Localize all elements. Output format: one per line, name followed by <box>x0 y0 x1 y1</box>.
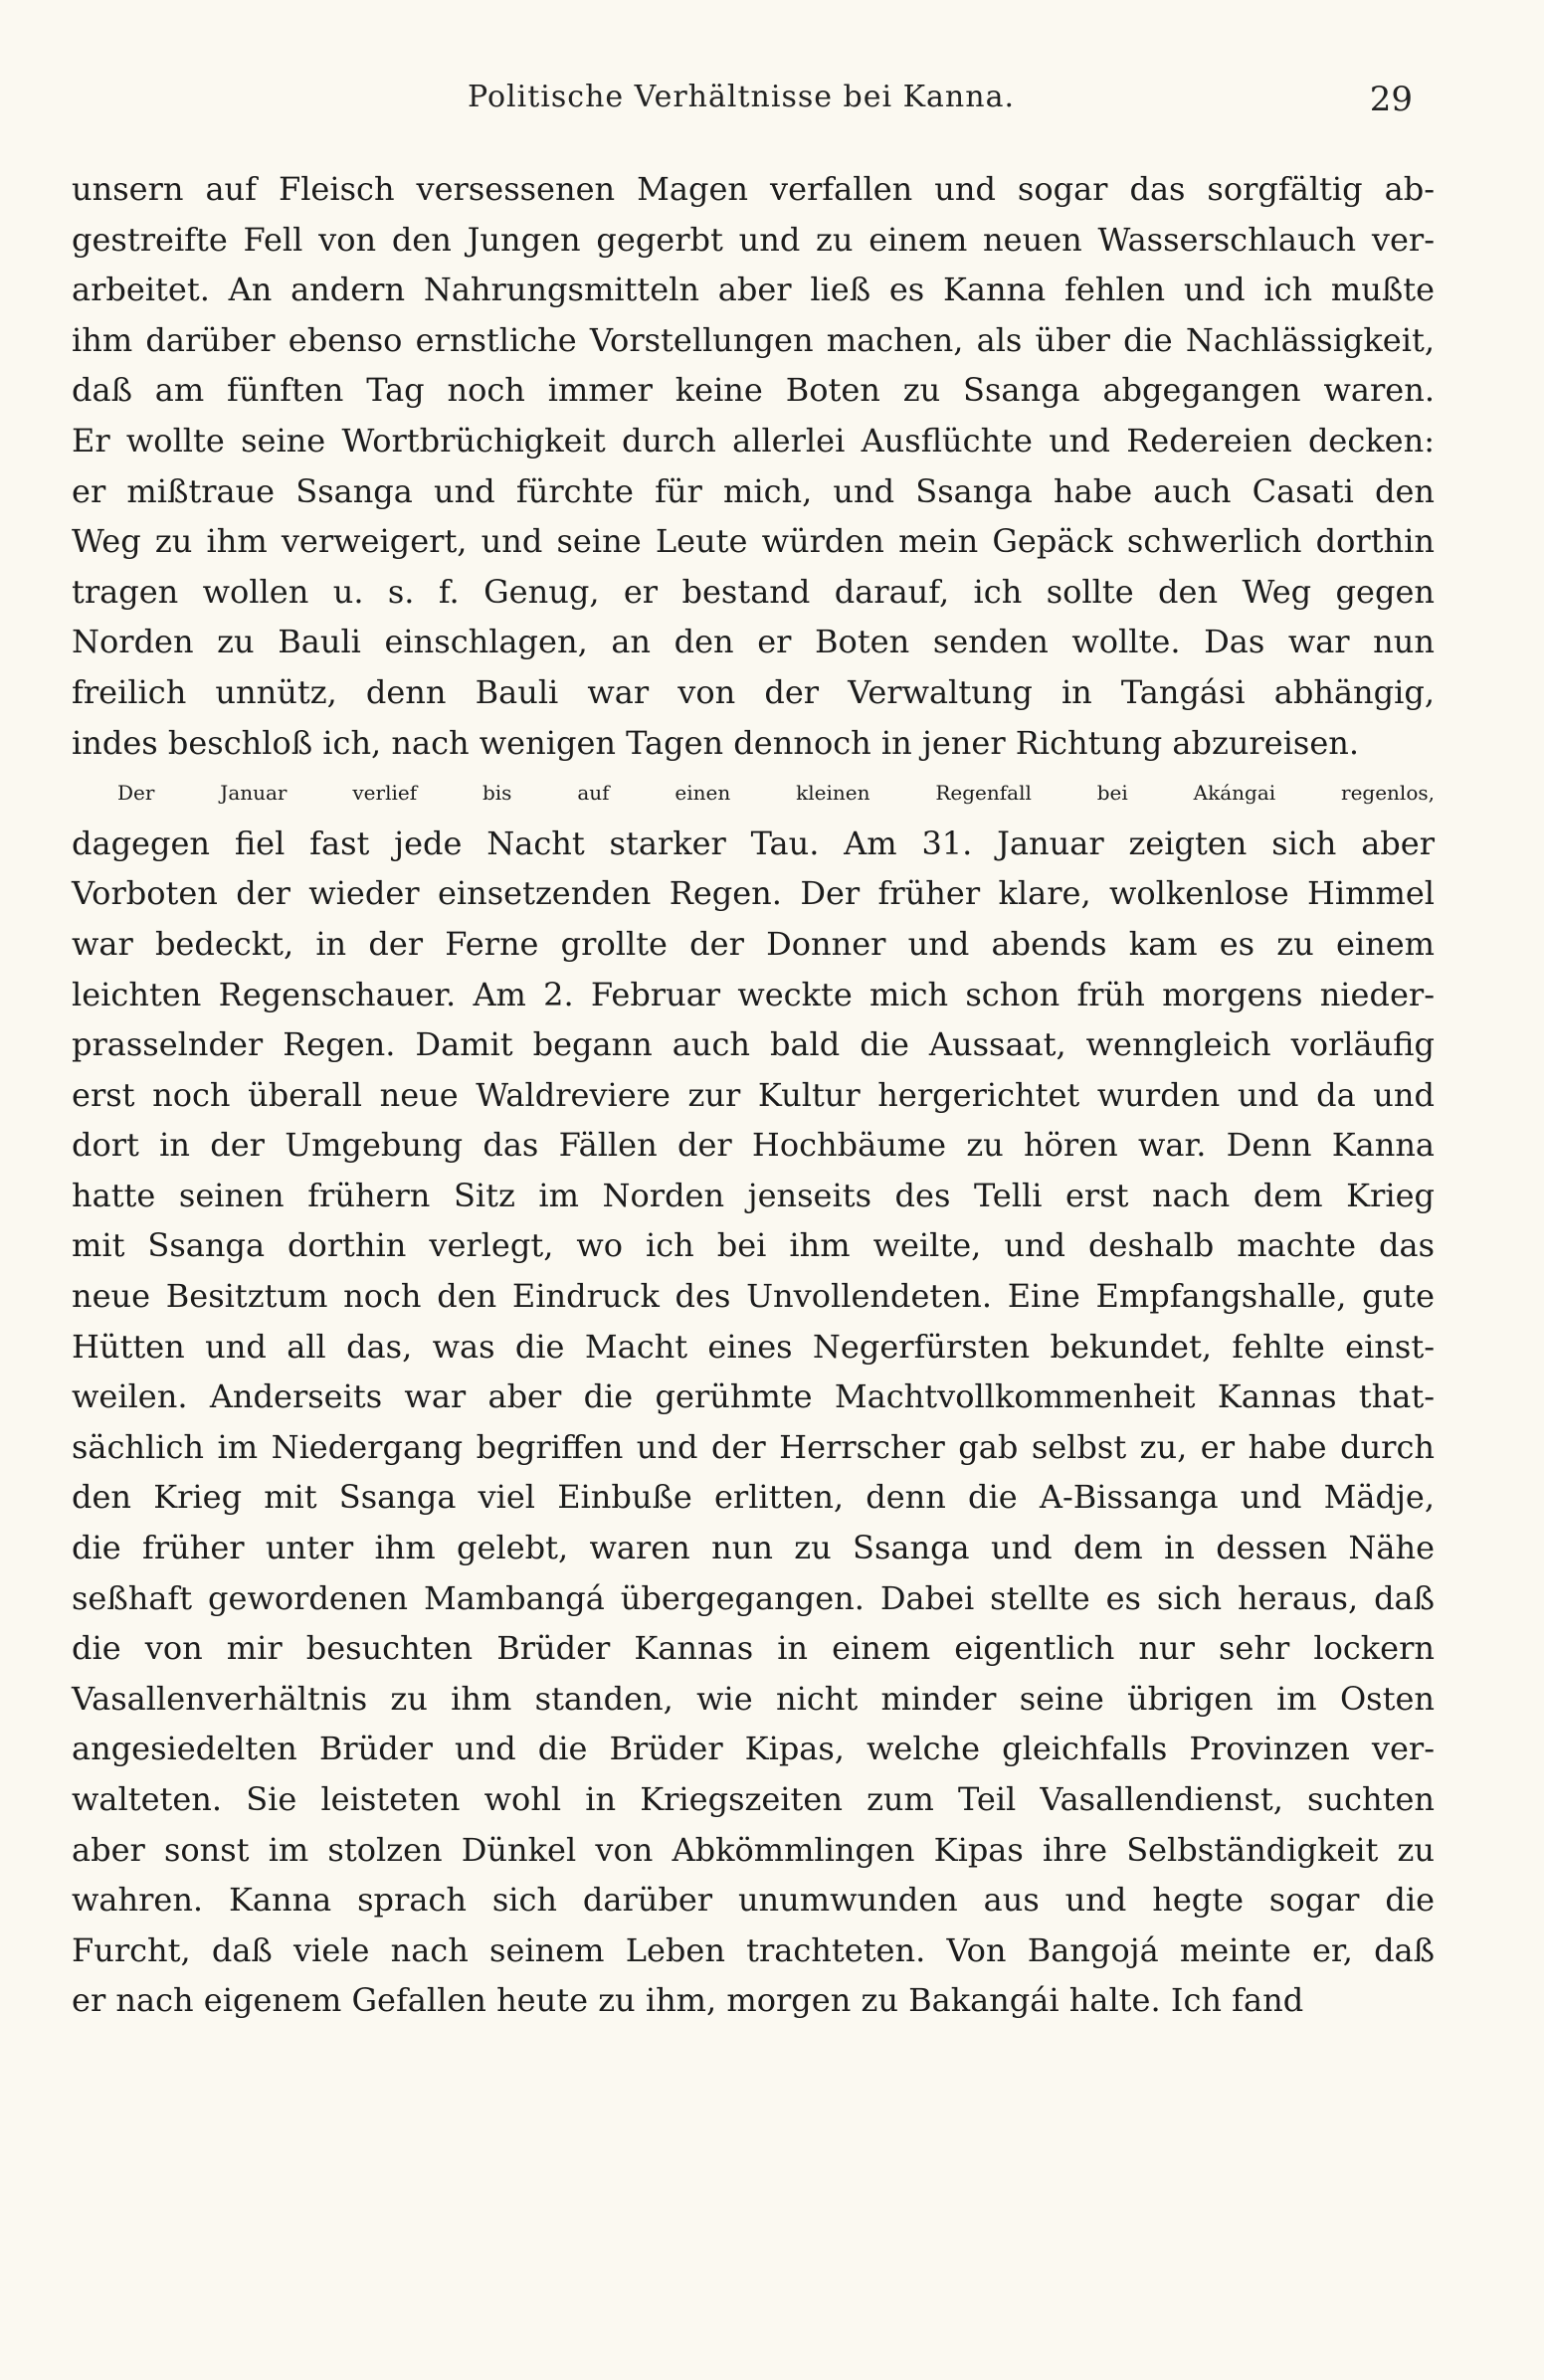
text-line: die früher unter ihm gelebt, waren nun zu Ssanga und dem in dessen Nähe <box>72 1529 1435 1567</box>
text-line: die von mir besuchten Brüder Kannas in einem eigentlich nur sehr lockern <box>72 1629 1435 1668</box>
text-line: walteten. Sie leisteten wohl in Kriegszeiten zum Teil Vasallendienst, suchten <box>72 1780 1435 1818</box>
text-line: arbeitet. An andern Nahrungsmitteln aber ließ es Kanna fehlen und ich mußte <box>72 271 1435 309</box>
body-text <box>72 164 1435 2026</box>
text-line: den Krieg mit Ssanga viel Einbuße erlitten, denn die A-Bissanga und Mädje, <box>72 1478 1435 1517</box>
text-line: dagegen fiel fast jede Nacht starker Tau. Am 31. Januar zeigten sich aber <box>72 824 1435 862</box>
text-line: er nach eigenem Gefallen heute zu ihm, morgen zu Bakangái halte. Ich fand <box>72 1981 1304 2020</box>
text-line: ihm darüber ebenso ernstliche Vorstellungen machen, als über die Nachlässigkeit, <box>72 320 1435 359</box>
text-line: hatte seinen frühern Sitz im Norden jenseits des Telli erst nach dem Krieg <box>72 1176 1435 1214</box>
text-line: Der Januar verlief bis auf einen kleinen Regenfall bei Akángai regenlos, <box>117 781 1435 806</box>
text-line: Vasallenverhältnis zu ihm standen, wie nicht minder seine übrigen im Osten <box>72 1679 1435 1718</box>
text-line: war bedeckt, in der Ferne grollte der Donner und abends kam es zu einem <box>72 924 1435 963</box>
text-line: neue Besitztum noch den Eindruck des Unvollendeten. Eine Empfangshalle, gute <box>72 1277 1435 1316</box>
text-line: seßhaft gewordenen Mambangá übergegangen. Dabei stellte es sich heraus, daß <box>72 1578 1435 1617</box>
text-line: er mißtraue Ssanga und fürchte für mich, und Ssanga habe auch Casati den <box>72 471 1435 510</box>
text-line: prasselnder Regen. Damit begann auch bald die Aussaat, wenngleich vorläufig <box>72 1025 1435 1064</box>
text-line: sächlich im Niedergang begriffen und der Herrscher gab selbst zu, er habe durch <box>72 1427 1435 1466</box>
text-line: daß am fünften Tag noch immer keine Boten zu Ssanga abgegangen waren. <box>72 371 1435 410</box>
text-line: freilich unnütz, denn Bauli war von der Verwaltung in Tangási abhängig, <box>72 672 1435 711</box>
text-line: Weg zu ihm verweigert, und seine Leute würden mein Gepäck schwerlich dorthin <box>72 522 1435 561</box>
page-header <box>70 80 1413 139</box>
text-line: dort in der Umgebung das Fällen der Hochbäume zu hören war. Denn Kanna <box>72 1126 1435 1165</box>
text-line: Er wollte seine Wortbrüchigkeit durch allerlei Ausflüchte und Redereien decken: <box>72 421 1435 459</box>
page-number: 29 <box>1369 80 1413 119</box>
text-line: Vorboten der wieder einsetzenden Regen. Der früher klare, wolkenlose Himmel <box>72 874 1435 913</box>
text-line: Hütten und all das, was die Macht eines Negerfürsten bekundet, fehlte einst- <box>72 1327 1435 1366</box>
text-line: weilen. Anderseits war aber die gerühmte Machtvollkommenheit Kannas that- <box>72 1377 1435 1416</box>
text-line: wahren. Kanna sprach sich darüber unumwunden aus und hegte sogar die <box>72 1881 1435 1920</box>
text-line: Furcht, daß viele nach seinem Leben trachteten. Von Bangojá meinte er, daß <box>72 1930 1435 1969</box>
text-line: gestreifte Fell von den Jungen gegerbt und zu einem neuen Wasserschlauch ver- <box>72 220 1435 259</box>
text-line: indes beschloß ich, nach wenigen Tagen dennoch in jener Richtung abzureisen. <box>72 723 1360 762</box>
text-line: unsern auf Fleisch versessenen Magen verfallen und sogar das sorgfältig ab- <box>72 170 1435 208</box>
text-line: Norden zu Bauli einschlagen, an den er Boten senden wollte. Das war nun <box>72 623 1435 661</box>
text-line: aber sonst im stolzen Dünkel von Abkömmlingen Kipas ihre Selbständigkeit zu <box>72 1830 1435 1869</box>
text-line: leichten Regenschauer. Am 2. Februar weckte mich schon früh morgens nieder- <box>72 975 1435 1013</box>
text-line: angesiedelten Brüder und die Brüder Kipas, welche gleichfalls Provinzen ver- <box>72 1730 1435 1768</box>
text-line: tragen wollen u. s. f. Genug, er bestand darauf, ich sollte den Weg gegen <box>72 572 1435 611</box>
text-line: erst noch überall neue Waldreviere zur Kultur hergerichtet wurden und da und <box>72 1075 1435 1114</box>
text-line: mit Ssanga dorthin verlegt, wo ich bei ihm weilte, und deshalb machte das <box>72 1226 1435 1265</box>
running-title: Politische Verhältnisse bei Kanna. <box>468 80 1015 114</box>
